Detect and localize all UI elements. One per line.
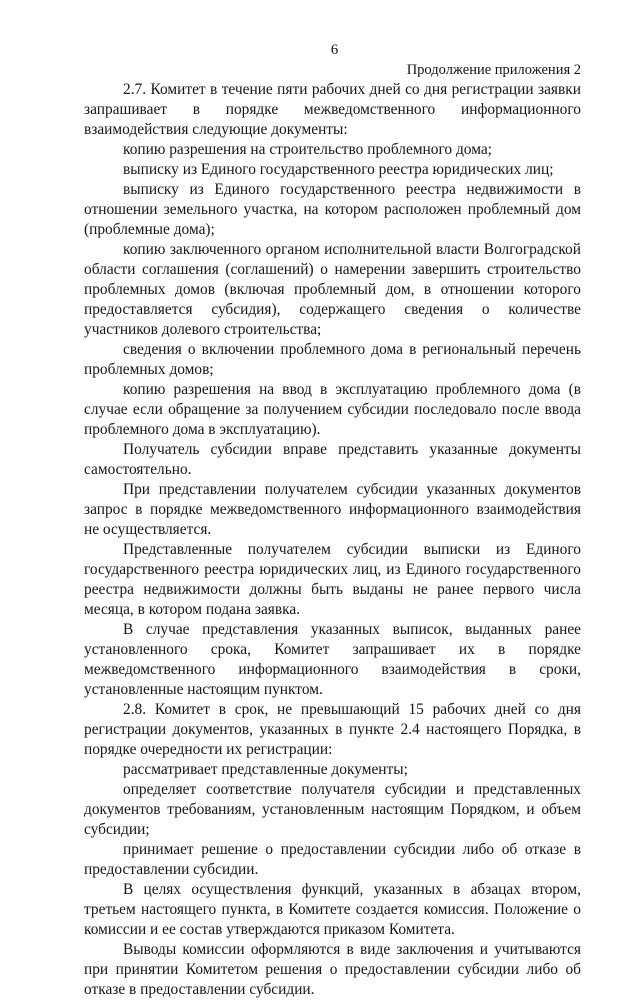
paragraph: определяет соответствие получателя субсидии и представленных документов требованиям, установленным настоящим Порядком, и объем субсидии; <box>84 781 581 838</box>
paragraph: принимает решение о предоставлении субсидии либо об отказе в предоставлении субсидии. <box>84 841 581 878</box>
paragraph: копию заключенного органом исполнительной власти Волгоградской области соглашения (соглашений) о намерении завершить строительство проблемных домов (включая проблемный дом, в отношении которого предоставляется субсидия), содержащего сведения о количестве участников долевого строительства; <box>84 241 581 338</box>
paragraph: выписку из Единого государственного реестра недвижимости в отношении земельного участка, на котором расположен проблемный дом (проблемные дома); <box>84 181 581 238</box>
paragraph: Представленные получателем субсидии выписки из Единого государственного реестра юридических лиц, из Единого государственного реестра недвижимости должны быть выданы не ранее первого числа месяца, в котором подана заявка. <box>84 541 581 618</box>
appendix-continuation-label: Продолжение приложения 2 <box>406 62 581 78</box>
paragraph: Выводы комиссии оформляются в виде заключения и учитываются при принятии Комитетом решения о предоставлении субсидии либо об отказе в предоставлении субсидии. <box>84 941 581 998</box>
paragraph: выписку из Единого государственного реестра юридических лиц; <box>123 161 554 178</box>
paragraph: 2.8. Комитет в срок, не превышающий 15 рабочих дней со дня регистрации документов, указанных в пункте 2.4 настоящего Порядка, в порядке очередности их регистрации: <box>84 701 581 758</box>
paragraph: В случае представления указанных выписок, выданных ранее установленного срока, Комитет запрашивает их в порядке межведомственного информационного взаимодействия в сроки, установленные настоящим пунктом. <box>84 621 581 698</box>
paragraph: рассматривает представленные документы; <box>123 761 408 778</box>
paragraph: копию разрешения на строительство проблемного дома; <box>123 141 492 158</box>
document-body <box>84 80 581 1000</box>
page-number: 6 <box>330 42 339 58</box>
paragraph: 2.7. Комитет в течение пяти рабочих дней со дня регистрации заявки запрашивает в порядке межведомственного информационного взаимодействия следующие документы: <box>84 81 581 138</box>
paragraph: Получатель субсидии вправе представить указанные документы самостоятельно. <box>84 441 581 478</box>
paragraph: В целях осуществления функций, указанных в абзацах втором, третьем настоящего пункта, в Комитете создается комиссия. Положение о комиссии и ее состав утверждаются приказом Комитета. <box>84 881 581 938</box>
paragraph: копию разрешения на ввод в эксплуатацию проблемного дома (в случае если обращение за получением субсидии последовало после ввода проблемного дома в эксплуатацию). <box>84 381 581 438</box>
paragraph: При представлении получателем субсидии указанных документов запрос в порядке межведомственного информационного взаимодействия не осуществляется. <box>84 481 581 538</box>
paragraph: сведения о включении проблемного дома в региональный перечень проблемных домов; <box>84 341 581 378</box>
